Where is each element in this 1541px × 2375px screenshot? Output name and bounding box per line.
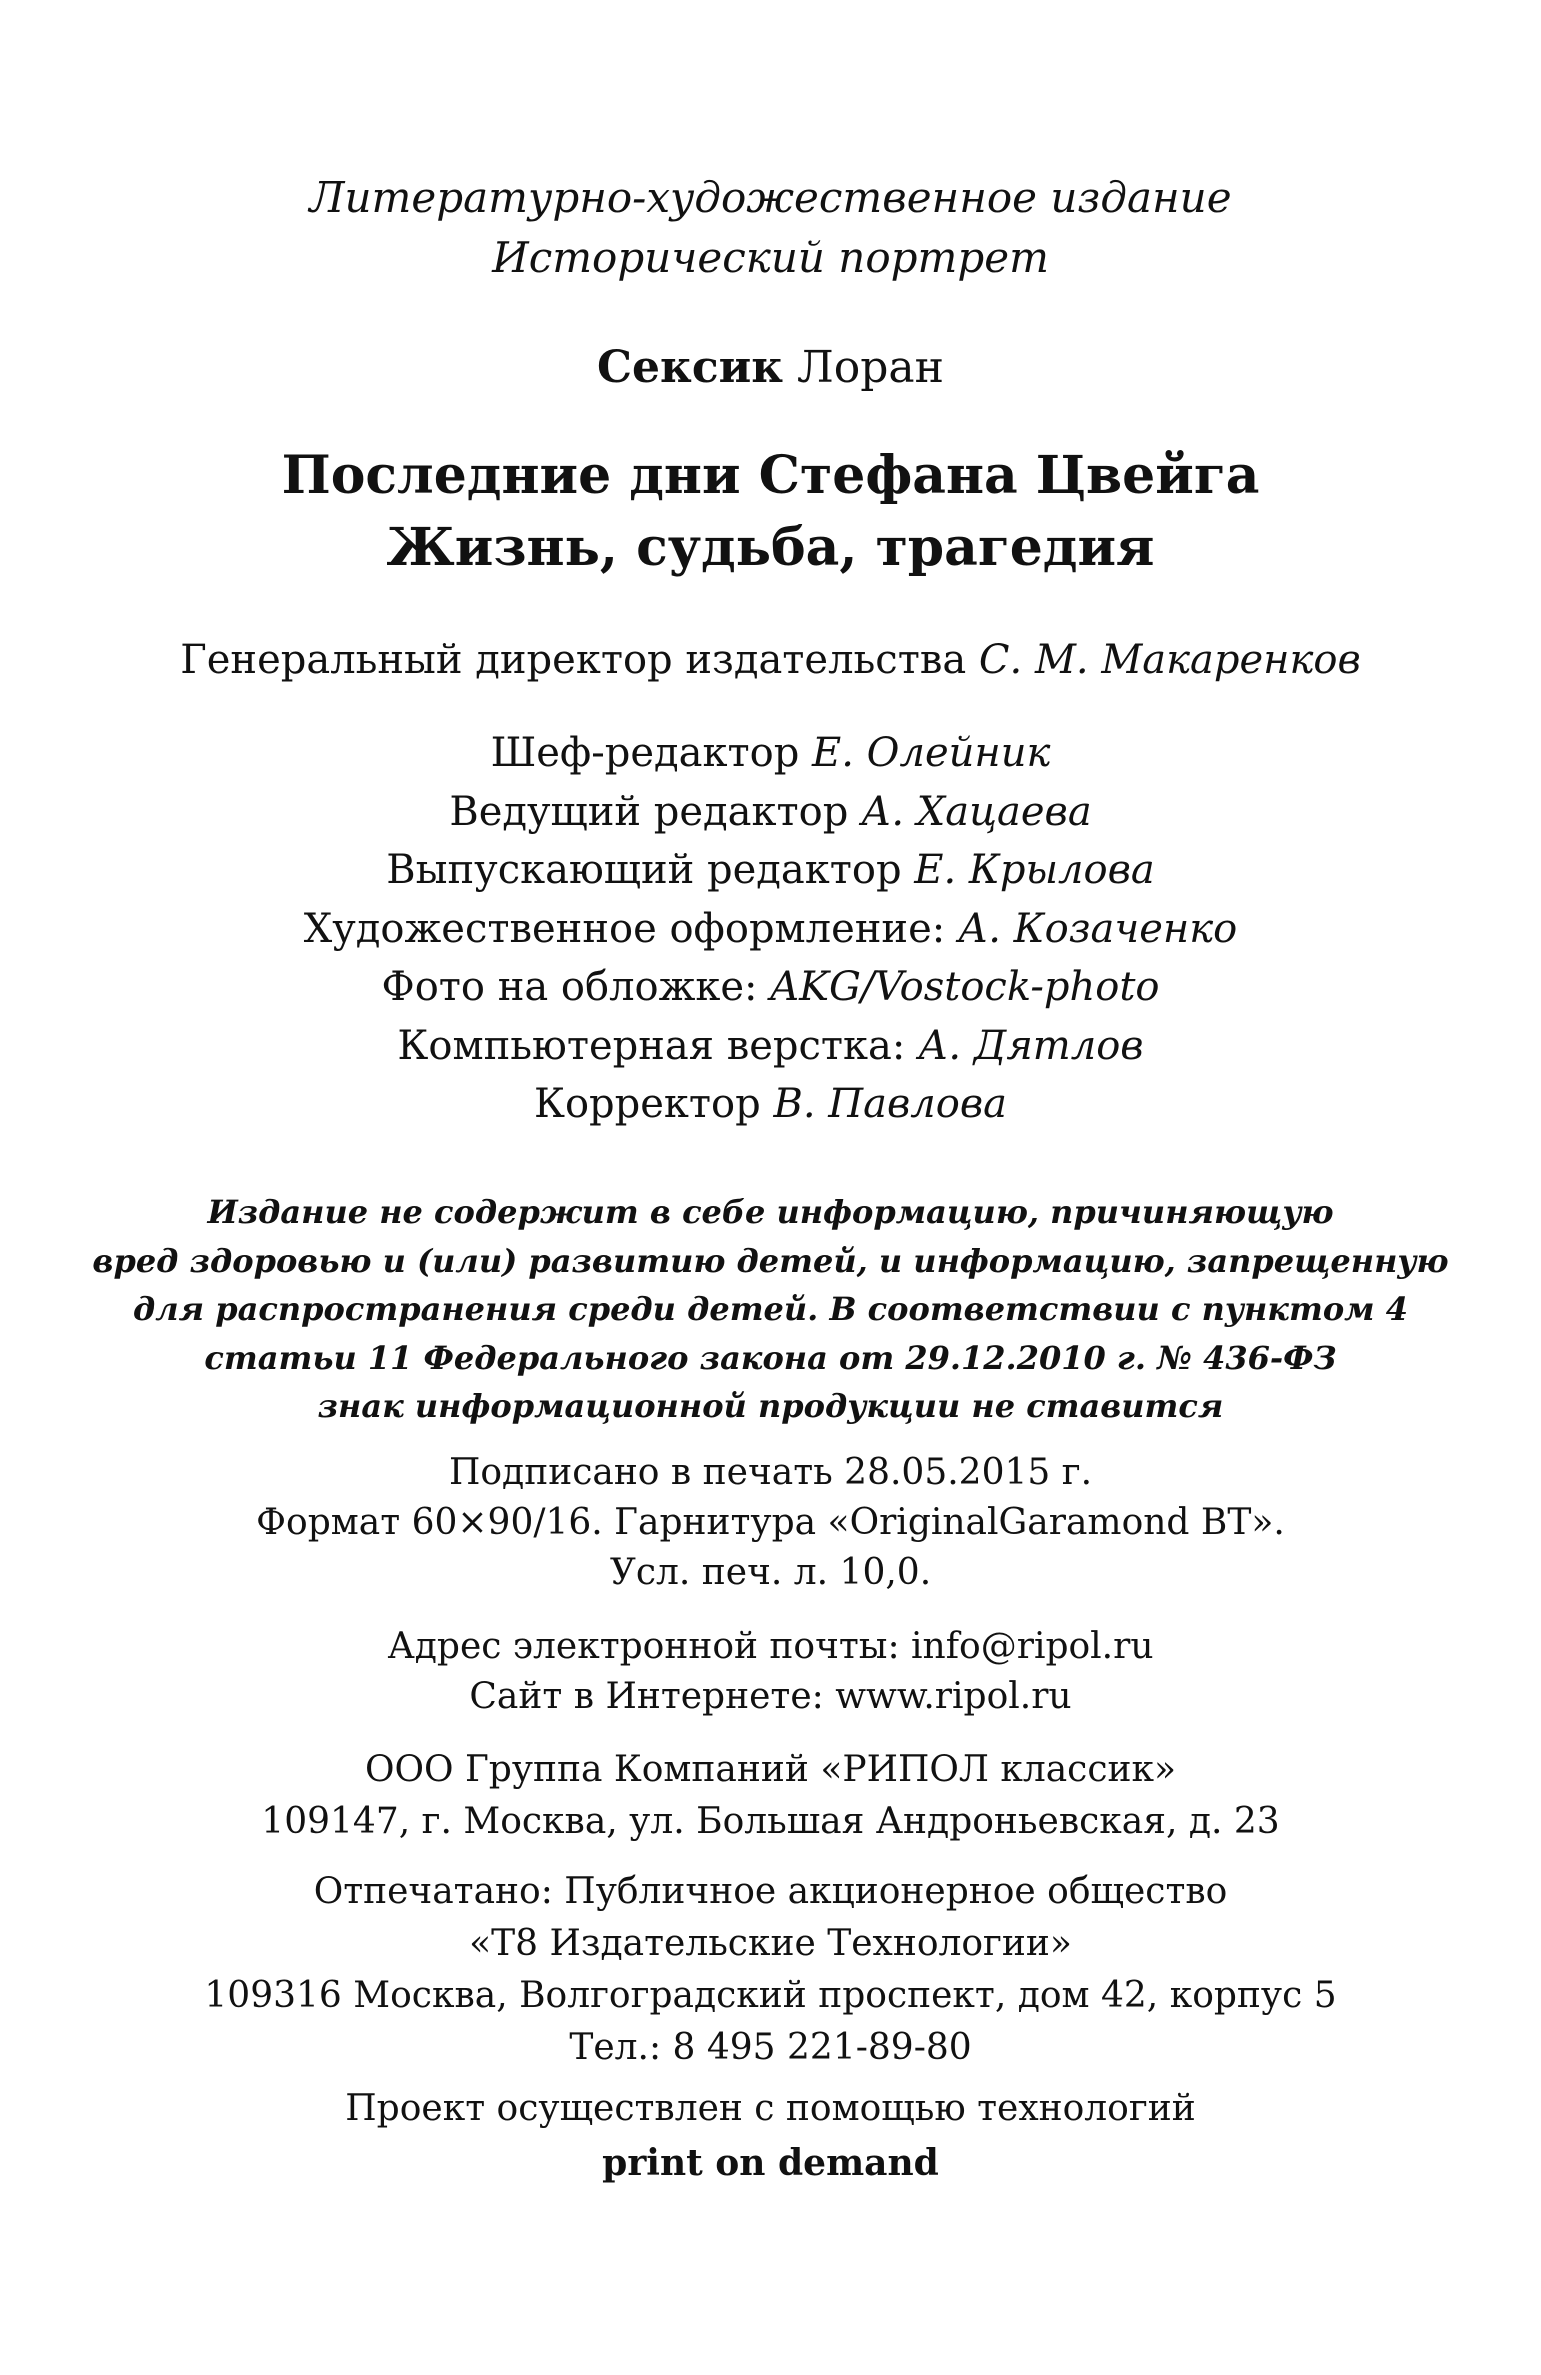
title-line-1: Последние дни Стефана Цвейга (281, 445, 1260, 506)
publisher-info (0, 1744, 1541, 1848)
print-sheets: Усл. печ. л. 10,0. (609, 1552, 932, 1593)
printer-line: 109316 Москва, Волгоградский проспект, дом 42, корпус 5 (204, 1975, 1337, 2016)
staff-credit: Выпускающий редактор Е. Крылова (386, 847, 1155, 893)
email-line: Адрес электронной почты: info@ripol.ru (387, 1626, 1154, 1667)
director-credit (0, 632, 1541, 688)
project-note (0, 2082, 1541, 2190)
book-title (0, 440, 1541, 584)
contacts (0, 1622, 1541, 1722)
staff-credit: Компьютерная верстка: А. Дятлов (397, 1022, 1144, 1069)
print-info (0, 1448, 1541, 1598)
publisher-name: ООО Группа Компаний «РИПОЛ классик» (364, 1749, 1177, 1790)
age-restriction-notice (0, 1188, 1541, 1431)
author (0, 338, 1541, 398)
notice-line: знак информационной продукции не ставится (317, 1387, 1224, 1425)
staff-credit: Шеф-редактор Е. Олейник (490, 730, 1051, 776)
printer-info (0, 1866, 1541, 2074)
notice-line: статьи 11 Федерального закона от 29.12.2010 г. № 436-ФЗ (204, 1338, 1337, 1377)
director-person: С. М. Макаренков (978, 637, 1361, 683)
printer-line: «Т8 Издательские Технологии» (469, 1923, 1072, 1964)
print-format: Формат 60×90/16. Гарнитура «OriginalGaramond BT». (256, 1502, 1285, 1543)
print-on-demand: print on demand (602, 2142, 939, 2184)
staff-credits (0, 724, 1541, 1134)
director-role: Генеральный директор издательства (180, 637, 967, 683)
notice-line: для распространения среди детей. В соответствии с пунктом 4 (133, 1290, 1408, 1328)
print-date: Подписано в печать 28.05.2015 г. (448, 1452, 1093, 1493)
series-name: Исторический портрет (492, 233, 1049, 282)
publisher-address: 109147, г. Москва, ул. Большая Андроньевская, д. 23 (261, 1801, 1280, 1842)
series-header (0, 168, 1541, 288)
printer-line: Отпечатано: Публичное акционерное общество (313, 1871, 1228, 1912)
notice-line: Издание не содержит в себе информацию, причиняющую (207, 1193, 1334, 1231)
staff-credit: Фото на обложке: AKG/Vostock-photo (381, 964, 1160, 1010)
author-name: Лоран (797, 342, 944, 393)
title-line-2: Жизнь, судьба, трагедия (386, 517, 1155, 578)
staff-credit: Художественное оформление: А. Козаченко (303, 905, 1238, 952)
staff-credit: Корректор В. Павлова (534, 1081, 1007, 1127)
notice-line: вред здоровью и (или) развитию детей, и информацию, запрещенную (92, 1241, 1449, 1280)
staff-credit: Ведущий редактор А. Хацаева (449, 788, 1092, 835)
website-line: Сайт в Интернете: www.ripol.ru (469, 1676, 1072, 1717)
author-surname: Сексик (597, 342, 784, 393)
edition-type: Литературно-художественное издание (309, 173, 1232, 222)
printer-phone: Тел.: 8 495 221-89-80 (569, 2027, 972, 2068)
project-line: Проект осуществлен с помощью технологий (345, 2088, 1196, 2129)
